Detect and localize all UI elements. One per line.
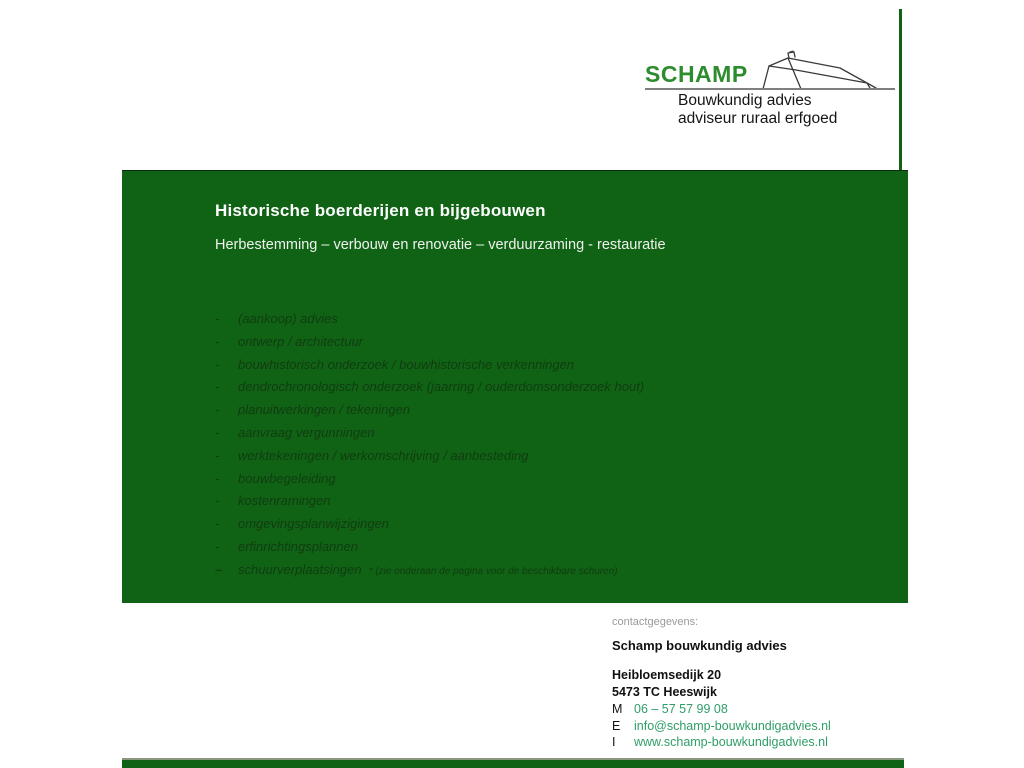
- logo-subtitle-line2: adviseur ruraal erfgoed: [678, 110, 838, 127]
- service-item-label: aanvraag vergunningen: [238, 424, 375, 440]
- bullet-dash: -: [215, 516, 220, 532]
- phone-label: M: [612, 702, 623, 716]
- service-item-label: werktekeningen / werkomschrijving / aanbesteding: [238, 447, 529, 463]
- services-list: [215, 308, 878, 582]
- contact-block: [612, 616, 904, 751]
- service-item: [215, 399, 878, 422]
- company-name: Schamp bouwkundig advies: [612, 638, 787, 653]
- service-item: [215, 422, 878, 445]
- bottom-accent-bar: [122, 758, 904, 768]
- barn-icon: [752, 50, 898, 90]
- email-label: E: [612, 718, 621, 733]
- contact-heading: contactgegevens:: [612, 616, 699, 628]
- service-item: [215, 536, 878, 559]
- service-item: [215, 308, 878, 331]
- service-item-label: ontwerp / architectuur: [238, 333, 364, 349]
- website-link[interactable]: www.schamp-bouwkundigadvies.nl: [634, 735, 828, 749]
- bullet-dash: -: [215, 311, 220, 326]
- logo-brand-text: SCHAMP: [645, 61, 748, 87]
- service-item-label: erfinrichtingsplannen: [238, 538, 358, 554]
- service-item-label: schuurverplaatsingen: [238, 561, 362, 577]
- bullet-dash: -: [215, 333, 220, 349]
- top-right-vertical-rule: [899, 9, 902, 170]
- bullet-dash: -: [215, 356, 220, 372]
- service-item: [215, 331, 878, 354]
- logo-subtitle-line1: Bouwkundig advies: [678, 92, 812, 109]
- bullet-dash: -: [215, 447, 220, 463]
- page-subtitle: Herbestemming – verbouw en renovatie – verduurzaming - restauratie: [215, 237, 666, 253]
- logo-subtitle: [678, 92, 837, 128]
- bullet-dash: -: [215, 470, 220, 486]
- service-item: [215, 445, 878, 468]
- phone-row: [612, 701, 904, 718]
- service-item: [215, 354, 878, 377]
- email-row: [612, 718, 904, 735]
- website-row: [612, 734, 904, 751]
- phone-number: 06 – 57 57 99 08: [634, 702, 728, 716]
- address-line2: 5473 TC Heeswijk: [612, 685, 717, 699]
- bullet-dash: -: [215, 402, 220, 418]
- email-link[interactable]: info@schamp-bouwkundigadvies.nl: [634, 718, 831, 733]
- service-item-label: omgevingsplanwijzigingen: [238, 516, 390, 532]
- service-item-label: planuitwerkingen / tekeningen: [238, 402, 411, 418]
- service-item-label: dendrochronologisch onderzoek (jaarring / ouderdomsonderzoek hout): [238, 379, 645, 395]
- bullet-dash: -: [215, 538, 220, 554]
- service-item-label: bouwbegeleiding: [238, 470, 336, 486]
- address-line1: Heibloemsedijk 20: [612, 668, 722, 682]
- bullet-dash: -: [215, 379, 220, 395]
- logo-divider: [645, 88, 895, 90]
- service-item-label: kostenramingen: [238, 493, 331, 509]
- page-title: Historische boerderijen en bijgebouwen: [215, 201, 546, 220]
- services-banner: [122, 170, 908, 603]
- bullet-dash: -: [215, 424, 220, 440]
- service-item: [215, 468, 878, 491]
- bullet-dash: –: [215, 561, 223, 577]
- service-item-note: * (zie onderaan de pagina voor de beschikbare schuren): [368, 565, 618, 577]
- service-item-label: (aankoop) advies: [238, 311, 338, 326]
- website-label: I: [612, 735, 616, 749]
- service-item: [215, 513, 878, 536]
- service-item-label: bouwhistorisch onderzoek / bouwhistorische verkenningen: [238, 356, 575, 372]
- service-item: [215, 559, 878, 582]
- service-item: [215, 490, 878, 513]
- service-item: [215, 376, 878, 399]
- bullet-dash: -: [215, 493, 220, 509]
